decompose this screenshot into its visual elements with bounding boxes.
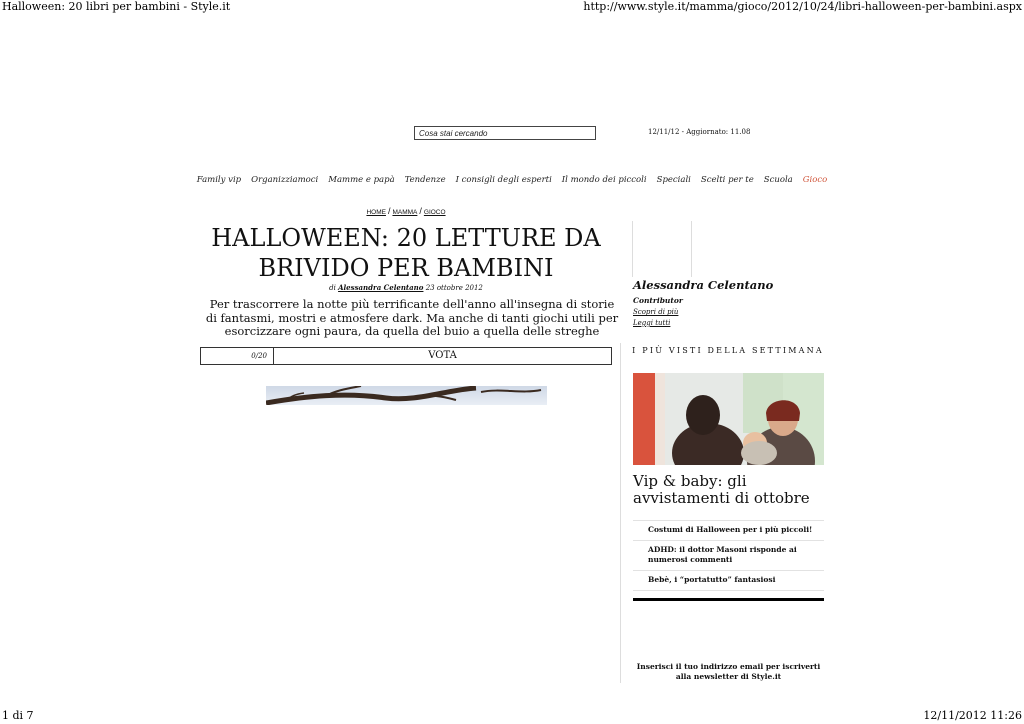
print-page-title: Halloween: 20 libri per bambini - Style.it [2, 0, 231, 13]
breadcrumb-separator: / [387, 206, 391, 216]
featured-article-title[interactable]: Vip & baby: gli avvistamenti di ottobre [633, 472, 810, 507]
article-image [266, 386, 547, 405]
discover-more-link[interactable]: Scopri di più [633, 308, 679, 316]
sidebar-author-role: Contributor [633, 296, 683, 305]
print-timestamp: 12/11/2012 11:26 [923, 709, 1022, 722]
newsletter-prompt: Inserisci il tuo indirizzo email per iscriverti alla newsletter di Style.it [636, 662, 821, 681]
nav-item-tendenze[interactable]: Tendenze [404, 175, 446, 185]
article-lead: Per trascorrere la notte più terrificante dell'anno all'insegna di storie di fantasmi, mostri e atmosfere dark. Ma anche di tanti giochi utili per esorcizzare ogni paura, da quella del buio a quella delle streghe [205, 297, 619, 338]
vote-button[interactable]: VOTA [428, 350, 457, 361]
most-viewed-list [633, 520, 824, 591]
section-divider [633, 598, 824, 601]
nav-item-speciali[interactable]: Speciali [656, 175, 691, 185]
breadcrumb [200, 206, 612, 216]
list-item[interactable]: Bebè, i “portatutto” fantasiosi [633, 571, 824, 591]
byline-date: 23 ottobre 2012 [425, 284, 483, 292]
nav-item-scelti-per-te[interactable]: Scelti per te [700, 175, 754, 185]
article-title: HALLOWEEN: 20 LETTURE DA BRIVIDO PER BAMBINI [211, 224, 601, 282]
breadcrumb-mamma[interactable]: MAMMA [392, 209, 418, 216]
breadcrumb-gioco[interactable]: GIOCO [423, 209, 446, 216]
mother-and-baby-photo [633, 373, 824, 465]
search-input[interactable]: Cosa stai cercando [414, 126, 596, 140]
list-item[interactable]: Costumi di Halloween per i più piccoli! [633, 520, 824, 541]
tree-branch-image [266, 386, 547, 405]
breadcrumb-separator: / [419, 206, 422, 216]
sidebar-author-name[interactable]: Alessandra Celentano [633, 278, 774, 292]
vote-bar [200, 347, 612, 365]
print-page-number: 1 di 7 [2, 709, 34, 722]
byline-prefix: di [329, 284, 336, 292]
update-date: 12/11/12 - Aggiornato: 11.08 [648, 128, 751, 136]
list-item[interactable]: ADHD: il dottor Masoni risponde ai numerosi commenti [633, 541, 824, 571]
read-all-link[interactable]: Leggi tutti [633, 319, 671, 327]
nav-item-gioco[interactable]: Gioco [802, 175, 828, 185]
nav-item-mondo-piccoli[interactable]: Il mondo dei piccoli [561, 175, 647, 185]
nav-item-consigli-esperti[interactable]: I consigli degli esperti [455, 175, 552, 185]
nav-item-mamme-e-papa[interactable]: Mamme e papà [328, 175, 395, 185]
article-byline [200, 283, 612, 292]
byline-author-link[interactable]: Alessandra Celentano [338, 283, 424, 292]
author-avatar [632, 221, 692, 277]
nav-item-organizziamoci[interactable]: Organizziamoci [251, 175, 319, 185]
most-viewed-heading: I PIÙ VISTI DELLA SETTIMANA [632, 346, 824, 355]
vote-score: 0/20 [201, 348, 274, 364]
main-nav [196, 175, 828, 185]
featured-image[interactable] [633, 373, 824, 465]
print-page-url: http://www.style.it/mamma/gioco/2012/10/24/libri-halloween-per-bambini.aspx [583, 0, 1022, 13]
nav-item-family-vip[interactable]: Family vip [196, 175, 242, 185]
sidebar-divider [620, 343, 621, 683]
nav-item-scuola[interactable]: Scuola [763, 175, 793, 185]
breadcrumb-home[interactable]: HOME [366, 209, 386, 216]
